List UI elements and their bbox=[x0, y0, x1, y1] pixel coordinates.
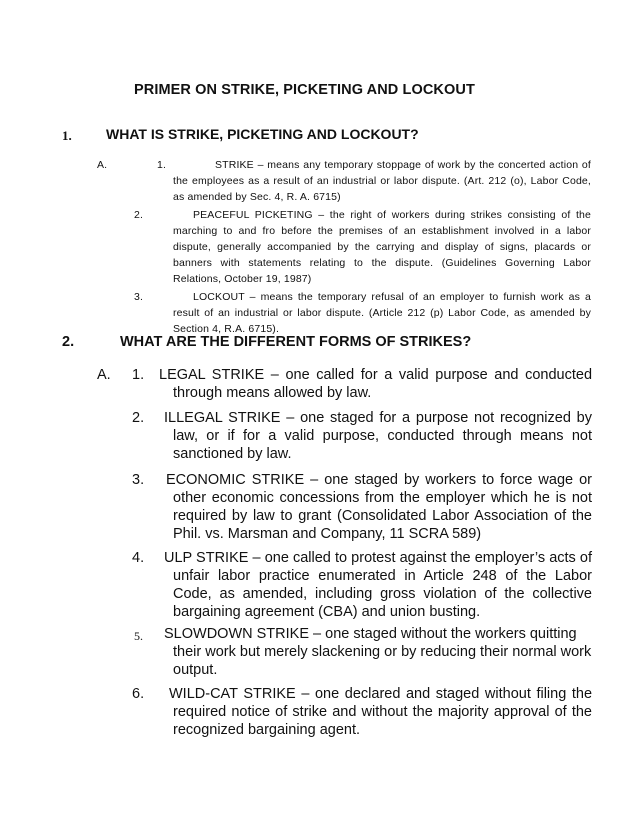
section-2-item-2 bbox=[164, 409, 592, 463]
section-1-number: 1. bbox=[62, 128, 72, 143]
section-1-heading: WHAT IS STRIKE, PICKETING AND LOCKOUT? bbox=[106, 126, 419, 142]
section-1-item-3-term: LOCKOUT bbox=[193, 291, 245, 303]
section-2-item-6-number: 6. bbox=[132, 686, 145, 702]
section-1-item-3 bbox=[173, 289, 591, 337]
section-2-item-3-term: ECONOMIC STRIKE bbox=[166, 472, 305, 488]
section-1-letter: A. bbox=[97, 159, 108, 171]
section-2-item-6-text: – one declared and staged without filing the required notice of strike and without the majority approval of the recognized bargaining agent. bbox=[173, 686, 593, 738]
section-1-item-1 bbox=[173, 157, 591, 205]
section-2-item-3 bbox=[166, 471, 592, 543]
section-2-item-2-number: 2. bbox=[132, 410, 145, 426]
section-2-item-2-text: – one staged for a purpose not recognized by law, or if for a valid purpose, conducted through means not sanctioned by law. bbox=[173, 410, 592, 462]
section-1-item-3-number: 3. bbox=[134, 291, 144, 303]
section-2-item-3-text: – one staged by workers to force wage or other economic concessions from the employer which he is not required by law to grant (Consolidated Labor Association of the Phil. vs. Marsman and Company, 11 SCRA 589) bbox=[173, 472, 592, 542]
page-title: PRIMER ON STRIKE, PICKETING AND LOCKOUT bbox=[134, 82, 475, 98]
section-2-item-6 bbox=[169, 685, 593, 739]
section-1-item-3-text: – means the temporary refusal of an employer to furnish work as a result of an industrial or labor dispute. (Article 212 (p) Labor Code, as amended by Section 4, R.A. 6715). bbox=[173, 291, 591, 335]
section-2-item-1-term: LEGAL STRIKE bbox=[159, 367, 265, 383]
section-1-item-2-term: PEACEFUL PICKETING bbox=[193, 209, 313, 221]
section-2-item-4-number: 4. bbox=[132, 550, 145, 566]
section-2-item-3-number: 3. bbox=[132, 472, 145, 488]
section-1-item-2-text: – the right of workers during strikes consisting of the marching to and fro before the premises of an establishment involved in a labor dispute, generally accompanied by the carrying and display of signs, placards or banners with statements relating to the dispute. (Guidelines Governing Labor Relations, October 19, 1987) bbox=[173, 209, 591, 285]
section-2-item-6-term: WILD-CAT STRIKE bbox=[169, 686, 296, 702]
section-1-item-2-number: 2. bbox=[134, 209, 144, 221]
section-1-item-1-text: – means any temporary stoppage of work by the concerted action of the employees as a result of an industrial or labor dispute. (Art. 212 (o), Labor Code, as amended by Sec. 4, R. A. 6715) bbox=[173, 159, 591, 203]
section-2-item-5-text: – one staged without the workers quitting their work but merely slackening or by reducing their normal work output. bbox=[173, 626, 592, 678]
section-2-item-2-term: ILLEGAL STRIKE bbox=[164, 410, 281, 426]
section-2-item-1-text: – one called for a valid purpose and conducted through means allowed by law. bbox=[173, 367, 593, 401]
section-2-item-1-number: 1. bbox=[132, 367, 145, 383]
section-2-item-5 bbox=[164, 625, 592, 679]
section-2-item-4-text: – one called to protest against the employer’s acts of unfair labor practice enumerated in Article 248 of the Labor Code, as amended, including gross violation of the collective bargaining agreement (CBA) and union busting. bbox=[173, 550, 592, 620]
section-2-item-4 bbox=[164, 549, 592, 621]
section-1-item-2 bbox=[173, 207, 591, 287]
section-1-item-1-number: 1. bbox=[157, 159, 167, 171]
section-2-item-1 bbox=[159, 366, 593, 402]
section-2-letter: A. bbox=[97, 367, 111, 383]
section-2-item-4-term: ULP STRIKE bbox=[164, 550, 249, 566]
section-2-item-5-term: SLOWDOWN STRIKE bbox=[164, 626, 310, 642]
section-2-number: 2. bbox=[62, 334, 75, 350]
section-2-item-5-number: 5. bbox=[134, 629, 143, 643]
section-1-item-1-term: STRIKE bbox=[215, 159, 254, 171]
section-2-heading: WHAT ARE THE DIFFERENT FORMS OF STRIKES? bbox=[120, 334, 472, 350]
